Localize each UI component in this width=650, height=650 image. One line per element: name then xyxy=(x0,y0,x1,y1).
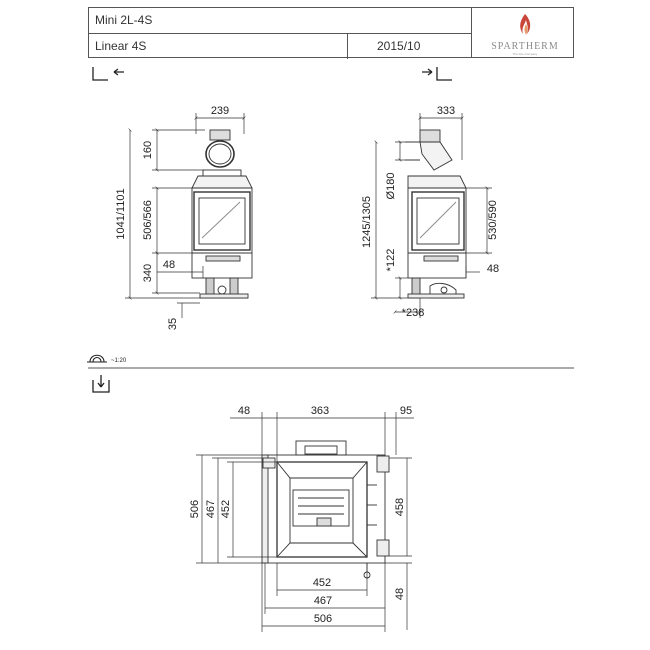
scale-label: ~1:20 xyxy=(111,358,127,364)
dimension-label: 506 xyxy=(313,613,333,625)
side-view-icon xyxy=(422,67,452,80)
front-view-icon xyxy=(93,67,124,80)
dimension-label: 467 xyxy=(205,499,217,519)
dimension-label: 506/566 xyxy=(142,200,154,240)
plan-view-drawing xyxy=(262,441,389,578)
dimension-label: 239 xyxy=(210,105,230,117)
dimension-label: 48 xyxy=(394,587,406,601)
revision-date: 2015/10 xyxy=(377,39,421,53)
dimension-label: 95 xyxy=(399,405,413,417)
dimension-label: 363 xyxy=(310,405,330,417)
brand-tagline: The Fire Company xyxy=(512,52,538,56)
dimension-label: 506 xyxy=(189,499,201,519)
dimension-label: 452 xyxy=(312,577,332,589)
dimension-label: 1245/1305 xyxy=(361,196,373,248)
plan-view-icon xyxy=(93,375,109,392)
dimension-label: 48 xyxy=(486,263,500,275)
dimension-label: Ø180 xyxy=(385,172,397,200)
model-name: Mini 2L-4S xyxy=(95,13,153,27)
dimension-label: 35 xyxy=(167,317,179,331)
dimension-label: 333 xyxy=(436,105,456,117)
dimension-label: 48 xyxy=(162,259,176,271)
brand-name: SPARTHERM xyxy=(491,41,559,52)
front-view-drawing xyxy=(192,130,252,298)
side-view-drawing xyxy=(405,130,466,298)
dimension-label: 1041/1101 xyxy=(115,188,127,240)
dimension-label: 48 xyxy=(237,405,251,417)
variant-name: Linear 4S xyxy=(95,39,147,53)
dimension-label: 467 xyxy=(313,595,333,607)
dimension-label: *122 xyxy=(385,248,397,272)
dimension-label: 340 xyxy=(142,263,154,283)
dimension-label: *238 xyxy=(401,307,425,319)
plan-view-labels xyxy=(189,405,412,625)
scale-icon xyxy=(87,355,107,362)
dimension-label: 530/590 xyxy=(487,200,499,240)
plan-view-dimensions xyxy=(196,412,414,632)
dimension-label: 452 xyxy=(220,499,232,519)
dimension-label: 160 xyxy=(142,140,154,160)
dimension-label: 458 xyxy=(394,497,406,517)
